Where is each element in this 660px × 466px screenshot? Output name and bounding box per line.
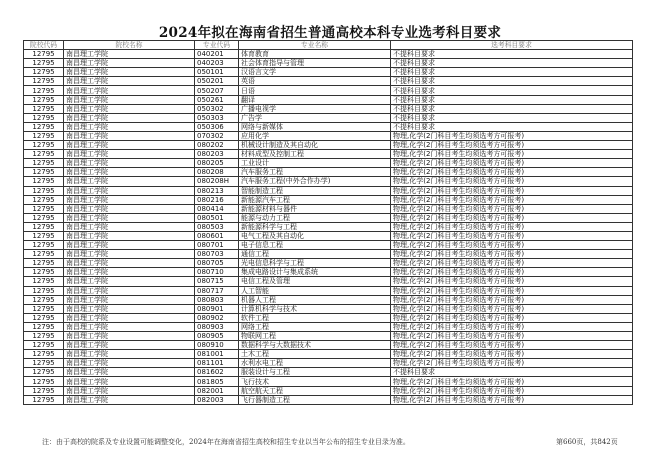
cell-major-name: 网络工程 [239, 322, 391, 331]
cell-major-name: 汽车服务工程 [239, 168, 391, 177]
cell-school-name: 南昌理工学院 [64, 59, 195, 68]
cell-major-name: 飞行器制造工程 [239, 395, 391, 404]
cell-school-code: 12795 [24, 277, 64, 286]
cell-major-code: 080203 [195, 150, 239, 159]
cell-major-code: 040203 [195, 59, 239, 68]
table-row [24, 322, 633, 331]
cell-school-name: 南昌理工学院 [64, 131, 195, 140]
cell-school-name: 南昌理工学院 [64, 304, 195, 313]
table-header-row [24, 41, 633, 50]
cell-subject-requirement: 不提科目要求 [391, 77, 633, 86]
cell-major-code: 070302 [195, 131, 239, 140]
header-major-name: 专业名称 [239, 41, 391, 50]
cell-school-name: 南昌理工学院 [64, 141, 195, 150]
table-row [24, 341, 633, 350]
cell-school-code: 12795 [24, 286, 64, 295]
cell-school-code: 12795 [24, 59, 64, 68]
cell-subject-requirement: 物理,化学(2门科目考生均须选考方可报考) [391, 386, 633, 395]
cell-major-code: 080803 [195, 295, 239, 304]
table-row [24, 168, 633, 177]
cell-school-name: 南昌理工学院 [64, 386, 195, 395]
table-row [24, 141, 633, 150]
cell-school-name: 南昌理工学院 [64, 86, 195, 95]
cell-major-name: 汉语言文学 [239, 68, 391, 77]
table-row [24, 50, 633, 59]
cell-subject-requirement: 物理,化学(2门科目考生均须选考方可报考) [391, 377, 633, 386]
cell-school-code: 12795 [24, 304, 64, 313]
cell-school-code: 12795 [24, 222, 64, 231]
cell-school-code: 12795 [24, 268, 64, 277]
cell-major-name: 智能制造工程 [239, 186, 391, 195]
cell-subject-requirement: 物理,化学(2门科目考生均须选考方可报考) [391, 277, 633, 286]
cell-school-code: 12795 [24, 213, 64, 222]
cell-major-code: 050302 [195, 104, 239, 113]
cell-subject-requirement: 物理,化学(2门科目考生均须选考方可报考) [391, 241, 633, 250]
cell-major-name: 翻译 [239, 95, 391, 104]
header-major-code: 专业代码 [195, 41, 239, 50]
table-body [24, 50, 633, 405]
table-row [24, 386, 633, 395]
cell-school-code: 12795 [24, 313, 64, 322]
cell-major-name: 电子信息工程 [239, 241, 391, 250]
cell-school-name: 南昌理工学院 [64, 50, 195, 59]
cell-subject-requirement: 物理,化学(2门科目考生均须选考方可报考) [391, 250, 633, 259]
cell-subject-requirement: 物理,化学(2门科目考生均须选考方可报考) [391, 259, 633, 268]
cell-subject-requirement: 物理,化学(2门科目考生均须选考方可报考) [391, 168, 633, 177]
cell-school-name: 南昌理工学院 [64, 268, 195, 277]
cell-school-name: 南昌理工学院 [64, 368, 195, 377]
cell-major-name: 服装设计与工程 [239, 368, 391, 377]
cell-school-name: 南昌理工学院 [64, 113, 195, 122]
cell-subject-requirement: 物理,化学(2门科目考生均须选考方可报考) [391, 304, 633, 313]
cell-subject-requirement: 物理,化学(2门科目考生均须选考方可报考) [391, 286, 633, 295]
table-row [24, 395, 633, 404]
cell-school-name: 南昌理工学院 [64, 377, 195, 386]
cell-subject-requirement: 不提科目要求 [391, 95, 633, 104]
cell-school-name: 南昌理工学院 [64, 68, 195, 77]
cell-school-code: 12795 [24, 186, 64, 195]
cell-major-code: 050207 [195, 86, 239, 95]
table-row [24, 195, 633, 204]
cell-major-code: 080414 [195, 204, 239, 213]
cell-major-code: 081101 [195, 359, 239, 368]
cell-subject-requirement: 物理,化学(2门科目考生均须选考方可报考) [391, 213, 633, 222]
cell-major-name: 通信工程 [239, 250, 391, 259]
cell-subject-requirement: 物理,化学(2门科目考生均须选考方可报考) [391, 313, 633, 322]
cell-school-code: 12795 [24, 359, 64, 368]
cell-major-code: 080715 [195, 277, 239, 286]
cell-school-code: 12795 [24, 177, 64, 186]
cell-subject-requirement: 物理,化学(2门科目考生均须选考方可报考) [391, 186, 633, 195]
cell-school-code: 12795 [24, 122, 64, 131]
cell-major-name: 航空航天工程 [239, 386, 391, 395]
cell-school-name: 南昌理工学院 [64, 277, 195, 286]
cell-subject-requirement: 不提科目要求 [391, 368, 633, 377]
table-row [24, 95, 633, 104]
cell-school-name: 南昌理工学院 [64, 177, 195, 186]
cell-major-name: 软件工程 [239, 313, 391, 322]
cell-major-code: 080705 [195, 259, 239, 268]
cell-major-code: 081805 [195, 377, 239, 386]
cell-subject-requirement: 不提科目要求 [391, 122, 633, 131]
cell-subject-requirement: 物理,化学(2门科目考生均须选考方可报考) [391, 322, 633, 331]
table-row [24, 259, 633, 268]
cell-subject-requirement: 不提科目要求 [391, 50, 633, 59]
cell-school-code: 12795 [24, 141, 64, 150]
cell-school-name: 南昌理工学院 [64, 295, 195, 304]
cell-major-code: 080902 [195, 313, 239, 322]
cell-school-name: 南昌理工学院 [64, 104, 195, 113]
cell-school-code: 12795 [24, 86, 64, 95]
cell-major-name: 社会体育指导与管理 [239, 59, 391, 68]
cell-major-name: 英语 [239, 77, 391, 86]
cell-school-code: 12795 [24, 377, 64, 386]
cell-school-code: 12795 [24, 95, 64, 104]
cell-school-code: 12795 [24, 259, 64, 268]
cell-school-name: 南昌理工学院 [64, 359, 195, 368]
cell-major-name: 电气工程及其自动化 [239, 231, 391, 240]
cell-school-code: 12795 [24, 150, 64, 159]
cell-subject-requirement: 物理,化学(2门科目考生均须选考方可报考) [391, 359, 633, 368]
table-row [24, 86, 633, 95]
cell-school-code: 12795 [24, 131, 64, 140]
table-row [24, 131, 633, 140]
cell-subject-requirement: 不提科目要求 [391, 86, 633, 95]
header-school-code: 院校代码 [24, 41, 64, 50]
cell-major-code: 080703 [195, 250, 239, 259]
cell-subject-requirement: 不提科目要求 [391, 68, 633, 77]
table-row [24, 113, 633, 122]
cell-major-name: 集成电路设计与集成系统 [239, 268, 391, 277]
cell-major-code: 050306 [195, 122, 239, 131]
cell-major-name: 物联网工程 [239, 332, 391, 341]
cell-school-code: 12795 [24, 77, 64, 86]
cell-school-name: 南昌理工学院 [64, 195, 195, 204]
cell-major-code: 082001 [195, 386, 239, 395]
cell-major-name: 土木工程 [239, 350, 391, 359]
cell-school-code: 12795 [24, 322, 64, 331]
cell-subject-requirement: 物理,化学(2门科目考生均须选考方可报考) [391, 268, 633, 277]
cell-major-name: 飞行技术 [239, 377, 391, 386]
cell-major-name: 水利水电工程 [239, 359, 391, 368]
cell-school-code: 12795 [24, 50, 64, 59]
cell-major-name: 广播电视学 [239, 104, 391, 113]
table-row [24, 222, 633, 231]
cell-major-code: 050261 [195, 95, 239, 104]
cell-school-name: 南昌理工学院 [64, 259, 195, 268]
cell-major-code: 080216 [195, 195, 239, 204]
page-number: 第660页，共842页 [556, 438, 618, 446]
cell-major-code: 080205 [195, 159, 239, 168]
cell-major-name: 人工智能 [239, 286, 391, 295]
cell-major-name: 日语 [239, 86, 391, 95]
table-row [24, 241, 633, 250]
cell-subject-requirement: 不提科目要求 [391, 59, 633, 68]
header-school-name: 院校名称 [64, 41, 195, 50]
cell-school-code: 12795 [24, 332, 64, 341]
cell-school-name: 南昌理工学院 [64, 231, 195, 240]
cell-school-name: 南昌理工学院 [64, 122, 195, 131]
table-row [24, 204, 633, 213]
cell-major-code: 050201 [195, 77, 239, 86]
cell-major-name: 新能源材料与器件 [239, 204, 391, 213]
header-subject-requirement: 选考科目要求 [391, 41, 633, 50]
cell-major-code: 080701 [195, 241, 239, 250]
table-row [24, 295, 633, 304]
cell-major-code: 080717 [195, 286, 239, 295]
cell-school-code: 12795 [24, 104, 64, 113]
cell-major-name: 新能源科学与工程 [239, 222, 391, 231]
cell-school-name: 南昌理工学院 [64, 222, 195, 231]
cell-major-name: 能源与动力工程 [239, 213, 391, 222]
cell-school-name: 南昌理工学院 [64, 77, 195, 86]
cell-subject-requirement: 物理,化学(2门科目考生均须选考方可报考) [391, 141, 633, 150]
table-row [24, 332, 633, 341]
cell-school-code: 12795 [24, 250, 64, 259]
cell-major-code: 050303 [195, 113, 239, 122]
cell-subject-requirement: 物理,化学(2门科目考生均须选考方可报考) [391, 332, 633, 341]
cell-major-code: 080910 [195, 341, 239, 350]
cell-subject-requirement: 物理,化学(2门科目考生均须选考方可报考) [391, 295, 633, 304]
cell-major-name: 汽车服务工程(中外合作办学) [239, 177, 391, 186]
table-row [24, 286, 633, 295]
cell-major-name: 材料成型及控制工程 [239, 150, 391, 159]
cell-major-name: 体育教育 [239, 50, 391, 59]
table-row [24, 150, 633, 159]
cell-major-name: 机器人工程 [239, 295, 391, 304]
cell-subject-requirement: 物理,化学(2门科目考生均须选考方可报考) [391, 204, 633, 213]
cell-school-code: 12795 [24, 195, 64, 204]
table-row [24, 77, 633, 86]
cell-school-name: 南昌理工学院 [64, 286, 195, 295]
cell-school-code: 12795 [24, 341, 64, 350]
table-row [24, 186, 633, 195]
cell-major-code: 081001 [195, 350, 239, 359]
cell-subject-requirement: 物理,化学(2门科目考生均须选考方可报考) [391, 150, 633, 159]
cell-school-code: 12795 [24, 68, 64, 77]
cell-major-name: 计算机科学与技术 [239, 304, 391, 313]
cell-major-name: 广告学 [239, 113, 391, 122]
cell-major-code: 080710 [195, 268, 239, 277]
cell-school-code: 12795 [24, 159, 64, 168]
cell-major-code: 082003 [195, 395, 239, 404]
table-row [24, 304, 633, 313]
cell-subject-requirement: 物理,化学(2门科目考生均须选考方可报考) [391, 350, 633, 359]
table-row [24, 350, 633, 359]
cell-major-code: 080213 [195, 186, 239, 195]
cell-major-name: 新能源汽车工程 [239, 195, 391, 204]
table-row [24, 359, 633, 368]
page-title: 2024年拟在海南省招生普通高校本科专业选考科目要求 [158, 25, 502, 41]
cell-school-name: 南昌理工学院 [64, 241, 195, 250]
cell-major-code: 080202 [195, 141, 239, 150]
cell-school-name: 南昌理工学院 [64, 150, 195, 159]
cell-school-name: 南昌理工学院 [64, 159, 195, 168]
cell-school-name: 南昌理工学院 [64, 168, 195, 177]
cell-school-name: 南昌理工学院 [64, 204, 195, 213]
cell-subject-requirement: 物理,化学(2门科目考生均须选考方可报考) [391, 222, 633, 231]
cell-school-name: 南昌理工学院 [64, 213, 195, 222]
cell-school-code: 12795 [24, 231, 64, 240]
cell-school-code: 12795 [24, 241, 64, 250]
table-row [24, 277, 633, 286]
cell-subject-requirement: 物理,化学(2门科目考生均须选考方可报考) [391, 177, 633, 186]
table-row [24, 213, 633, 222]
cell-major-code: 080208H [195, 177, 239, 186]
table-row [24, 159, 633, 168]
cell-school-name: 南昌理工学院 [64, 95, 195, 104]
cell-major-code: 080601 [195, 231, 239, 240]
cell-subject-requirement: 不提科目要求 [391, 104, 633, 113]
table-row [24, 268, 633, 277]
cell-school-name: 南昌理工学院 [64, 341, 195, 350]
table-row [24, 377, 633, 386]
cell-school-code: 12795 [24, 386, 64, 395]
cell-major-code: 080503 [195, 222, 239, 231]
table-row [24, 59, 633, 68]
table-row [24, 250, 633, 259]
cell-major-name: 应用化学 [239, 131, 391, 140]
cell-major-name: 数据科学与大数据技术 [239, 341, 391, 350]
cell-school-code: 12795 [24, 204, 64, 213]
cell-school-name: 南昌理工学院 [64, 332, 195, 341]
cell-school-name: 南昌理工学院 [64, 395, 195, 404]
cell-school-name: 南昌理工学院 [64, 313, 195, 322]
cell-school-code: 12795 [24, 113, 64, 122]
cell-school-name: 南昌理工学院 [64, 350, 195, 359]
cell-subject-requirement: 不提科目要求 [391, 113, 633, 122]
cell-school-code: 12795 [24, 168, 64, 177]
cell-major-code: 080208 [195, 168, 239, 177]
cell-school-name: 南昌理工学院 [64, 186, 195, 195]
table-row [24, 68, 633, 77]
cell-major-code: 080901 [195, 304, 239, 313]
cell-major-code: 080905 [195, 332, 239, 341]
cell-major-code: 081602 [195, 368, 239, 377]
table-row [24, 122, 633, 131]
table-row [24, 177, 633, 186]
cell-major-code: 040201 [195, 50, 239, 59]
cell-major-name: 电信工程及管理 [239, 277, 391, 286]
cell-subject-requirement: 物理,化学(2门科目考生均须选考方可报考) [391, 341, 633, 350]
cell-major-name: 机械设计制造及其自动化 [239, 141, 391, 150]
cell-subject-requirement: 物理,化学(2门科目考生均须选考方可报考) [391, 131, 633, 140]
cell-subject-requirement: 物理,化学(2门科目考生均须选考方可报考) [391, 195, 633, 204]
table-row [24, 231, 633, 240]
cell-major-code: 050101 [195, 68, 239, 77]
cell-school-code: 12795 [24, 295, 64, 304]
footer-note: 注：由于高校的院系及专业设置可能调整变化，2024年在海南省招生高校和招生专业以当年公布的招生专业目录为准。 [42, 438, 410, 446]
cell-major-name: 光电信息科学与工程 [239, 259, 391, 268]
cell-school-code: 12795 [24, 350, 64, 359]
table-row [24, 313, 633, 322]
cell-major-name: 网络与新媒体 [239, 122, 391, 131]
requirements-table [23, 40, 633, 405]
table-row [24, 368, 633, 377]
table-row [24, 104, 633, 113]
cell-school-name: 南昌理工学院 [64, 250, 195, 259]
cell-school-code: 12795 [24, 368, 64, 377]
cell-subject-requirement: 物理,化学(2门科目考生均须选考方可报考) [391, 159, 633, 168]
cell-school-name: 南昌理工学院 [64, 322, 195, 331]
cell-major-code: 080501 [195, 213, 239, 222]
cell-subject-requirement: 物理,化学(2门科目考生均须选考方可报考) [391, 395, 633, 404]
cell-school-code: 12795 [24, 395, 64, 404]
cell-major-name: 工业设计 [239, 159, 391, 168]
cell-subject-requirement: 物理,化学(2门科目考生均须选考方可报考) [391, 231, 633, 240]
cell-major-code: 080903 [195, 322, 239, 331]
